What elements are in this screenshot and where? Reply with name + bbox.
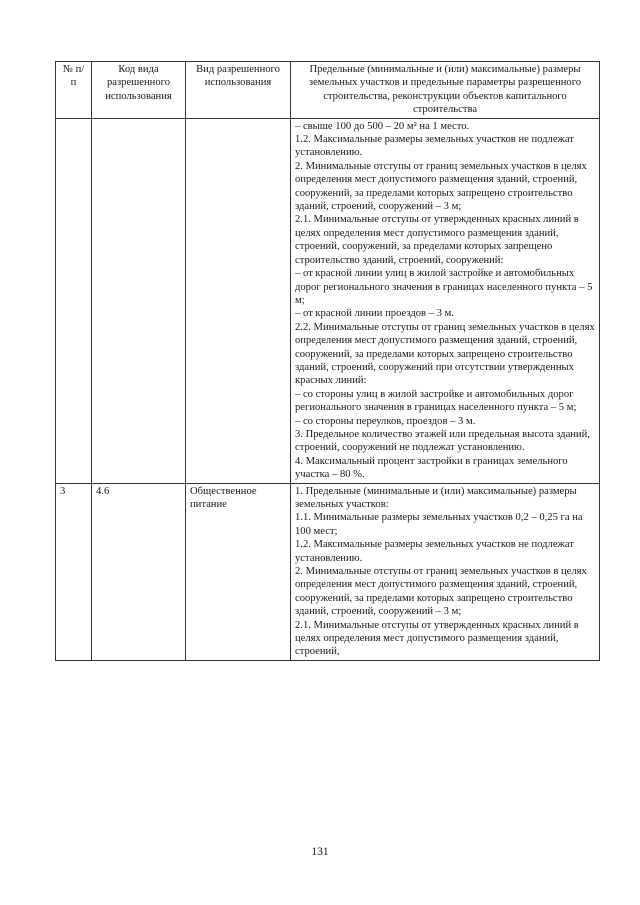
param-line: 2.1. Минимальные отступы от утвержденных красных линий в целях определения мест допустимого размещения зданий, строений, сооружений, за пределами которых запрещено строительство зданий, строений, сооружений: (295, 214, 579, 266)
header-num: № п/п (56, 62, 92, 119)
header-use: Вид разрешенного использования (186, 62, 291, 119)
row-params (291, 118, 600, 483)
param-line: – свыше 100 до 500 – 20 м² на 1 место. (295, 120, 470, 132)
header-code: Код вида разрешенного использования (92, 62, 186, 119)
param-line: – от красной линии проездов – 3 м. (295, 308, 454, 320)
row-use (186, 118, 291, 483)
row-num: 3 (56, 483, 92, 660)
param-line: 3. Предельное количество этажей или предельная высота зданий, строений, сооружений не подлежат установлению. (295, 428, 590, 454)
param-line: 1.2. Максимальные размеры земельных участков не подлежат установлению. (295, 134, 574, 159)
param-line: 1. Предельные (минимальные и (или) максимальные) размеры земельных участков: (295, 485, 577, 510)
param-line: 2. Минимальные отступы от границ земельных участков в целях определения мест допустимого размещения зданий, строений, сооружений, за пределами которых запрещено строительство зданий, строений, сооружений – 3 м; (295, 160, 587, 213)
param-line: 1.2. Максимальные размеры земельных участков не подлежат установлению. (295, 539, 574, 564)
page-number: 131 (311, 846, 329, 858)
table-row (56, 118, 600, 483)
param-line: 2. Минимальные отступы от границ земельных участков в целях определения мест допустимого размещения зданий, строений, сооружений, за пределами которых запрещено строительство зданий, строений, сооружений – 3 м; (295, 566, 587, 618)
param-line: – со стороны переулков, проездов – 3 м. (295, 415, 476, 427)
zoning-parameters-table (55, 61, 600, 661)
table-row (56, 483, 600, 660)
row-code (92, 118, 186, 483)
param-line: 2.2. Минимальные отступы от границ земельных участков в целях определения мест допустимого размещения зданий, строений, сооружений, за пределами которых запрещено строительство зданий, строений, сооружений при отсутствии утвержденных красных линий: (295, 321, 595, 387)
param-line: 4. Максимальный процент застройки в границах земельного участка – 80 %. (295, 455, 568, 481)
row-num (56, 118, 92, 483)
row-params (291, 483, 600, 660)
table-header-row (56, 62, 600, 119)
row-code: 4.6 (92, 483, 186, 660)
param-line: – со стороны улиц в жилой застройке и автомобильных дорог регионального значения в границах населенного пункта – 5 м; (295, 388, 577, 414)
param-line: 1.1. Минимальные размеры земельных участков 0,2 – 0,25 га на 100 мест; (295, 512, 583, 537)
row-use: Общественное питание (186, 483, 291, 660)
header-params: Предельные (минимальные и (или) максимальные) размеры земельных участков и предельные параметры разрешенного строительства, реконструкции объектов капитального строительства (291, 62, 600, 119)
param-line: 2.1. Минимальные отступы от утвержденных красных линий в целях определения мест допустимого размещения зданий, строений, (295, 619, 579, 658)
param-line: – от красной линии улиц в жилой застройке и автомобильных дорог регионального значения в границах населенного пункта – 5 м; (295, 268, 593, 306)
